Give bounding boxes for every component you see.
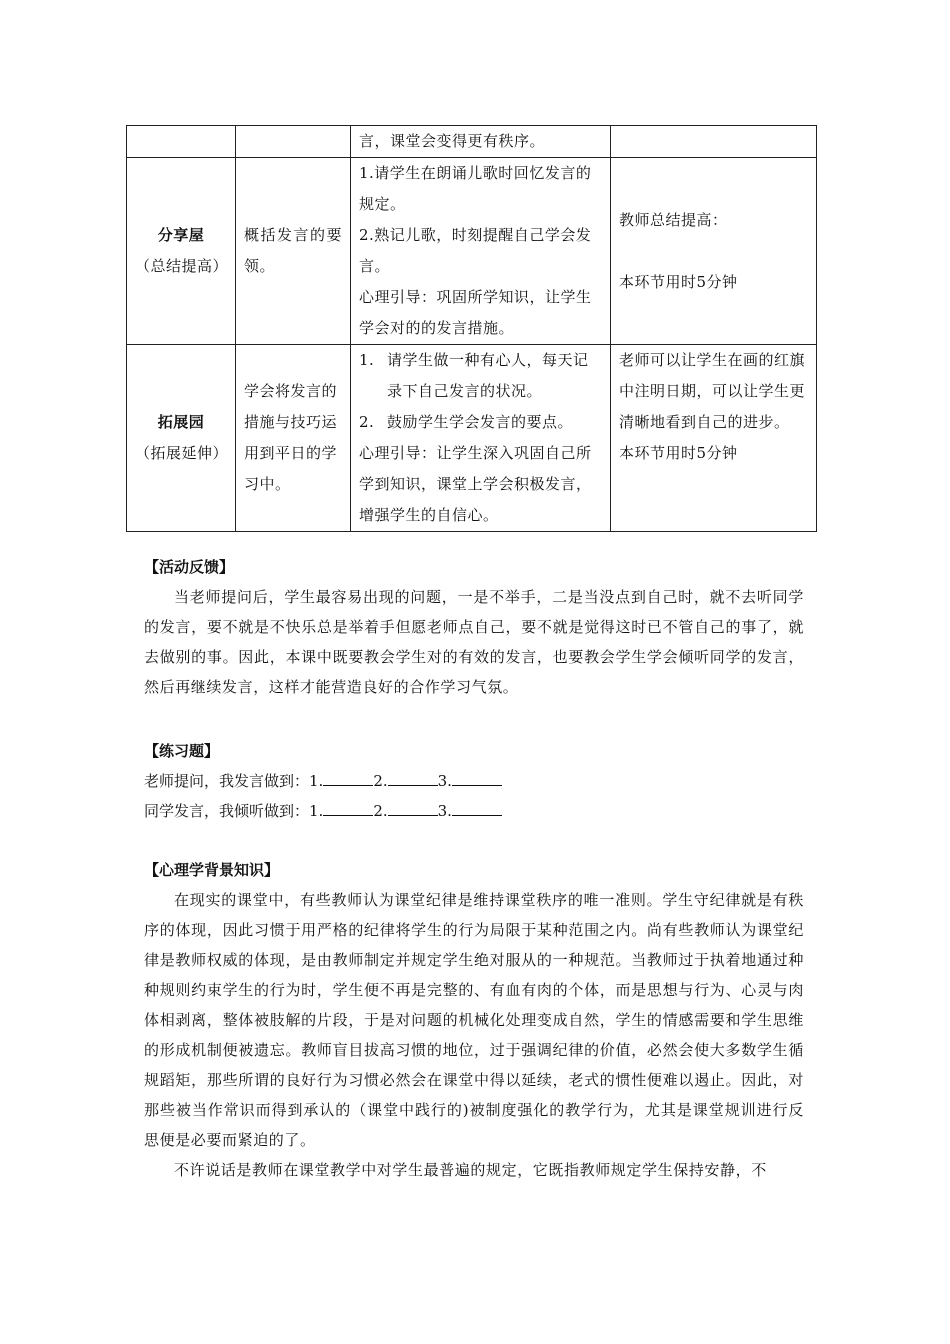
- goal-text: 概括发言的要领。: [244, 226, 342, 275]
- feedback-paragraph: 当老师提问后，学生最容易出现的问题，一是不举手，二是当没点到自己时，就不去听同学的发言，要不就是不快乐总是举着手但愿老师点自己，要不就是觉得这时已不管自己的事了，就去做别的事。因此，本课中既要教会学生对的有效的发言，也要教会学生学会倾听同学的发言，然后再继续发言，这样才能营造良好的合作学习气氛。: [144, 588, 804, 696]
- blank-number: 2.: [373, 772, 388, 790]
- activity-line: 心理引导：让学生深入巩固自己所学到知识，课堂上学会积极发言，增强学生的自信心。: [359, 444, 592, 524]
- stage-cell: [127, 345, 236, 532]
- stage-name: 拓展园: [157, 413, 205, 431]
- goal-cell: [236, 158, 351, 345]
- answer-blank[interactable]: [388, 801, 438, 816]
- exercise-line: [144, 796, 804, 826]
- feedback-section: [144, 552, 804, 702]
- note-line: 本环节用时5分钟: [619, 444, 738, 462]
- blank-number: 1.: [309, 772, 324, 790]
- table-row: [127, 158, 817, 345]
- section-title: 【练习题】: [144, 742, 220, 760]
- activity-list-item: [359, 345, 602, 407]
- exercise-line: [144, 766, 804, 796]
- stage-subtitle: （拓展延伸）: [135, 444, 229, 462]
- note-line: [619, 236, 808, 267]
- activity-cell: [351, 126, 611, 158]
- exercise-section: [144, 736, 804, 826]
- background-section: [144, 855, 804, 1185]
- answer-blank[interactable]: [323, 771, 373, 786]
- note-cell: [611, 345, 817, 532]
- blank-number: 2.: [373, 802, 388, 820]
- stage-name: 分享屋: [157, 226, 205, 244]
- list-text: 请学生做一种有心人，每天记录下自己发言的状况。: [387, 351, 589, 400]
- note-cell: [611, 126, 817, 158]
- note-cell: [611, 158, 817, 345]
- background-paragraph: 在现实的课堂中，有些教师认为课堂纪律是维持课堂秩序的唯一准则。学生守纪律就是有秩序的体现，因此习惯于用严格的纪律将学生的行为局限于某种范围之内。尚有些教师认为课堂纪律是教师权威的体现，是由教师制定并规定学生绝对服从的一种规范。当教师过于执着地通过种种规则约束学生的行为时，学生便不再是完整的、有血有肉的个体，而是思想与行为、心灵与肉体相剥离，整体被肢解的片段，于是对问题的机械化处理变成自然，学生的情感需要和学生思维的形成机制便被遗忘。教师盲目拔高习惯的地位，过于强调纪律的价值，必然会使大多数学生循规蹈矩，那些所谓的良好行为习惯必然会在课堂中得以延续，老式的惯性便难以遏止。因此，对那些被当作常识而得到承认的（课堂中践行的)被制度强化的教学行为，尤其是课堂规训进行反思便是必要而紧迫的了。: [144, 891, 804, 1149]
- section-title: 【活动反馈】: [144, 558, 235, 576]
- stage-cell: [127, 158, 236, 345]
- activity-list-item: [359, 407, 602, 438]
- exercise-prefix: 同学发言，我倾听做到：: [144, 802, 310, 820]
- activity-cell: [351, 345, 611, 532]
- note-line: 本环节用时5分钟: [619, 272, 738, 291]
- answer-blank[interactable]: [323, 801, 373, 816]
- answer-blank[interactable]: [452, 771, 502, 786]
- answer-blank[interactable]: [388, 771, 438, 786]
- table-row: [127, 126, 817, 158]
- blank-number: 1.: [309, 802, 324, 820]
- blank-number: 3.: [437, 772, 452, 790]
- goal-cell: [236, 126, 351, 158]
- activity-line: 1.请学生在朗诵儿歌时回忆发言的规定。: [359, 164, 592, 213]
- background-paragraph: 不许说话是教师在课堂教学中对学生最普遍的规定，它既指教师规定学生保持安静，不: [174, 1161, 767, 1179]
- table-row: [127, 345, 817, 532]
- exercise-prefix: 老师提问，我发言做到：: [144, 772, 310, 790]
- activity-line: 心理引导：巩固所学知识，让学生学会对的的发言措施。: [359, 288, 592, 337]
- note-line: 老师可以让学生在画的红旗中注明日期，可以让学生更清晰地看到自己的进步。: [619, 351, 806, 431]
- section-title: 【心理学背景知识】: [144, 861, 280, 879]
- stage-subtitle: （总结提高）: [135, 257, 229, 275]
- blank-number: 3.: [437, 802, 452, 820]
- list-number: 1.: [359, 351, 375, 369]
- activity-line: 言，课堂会变得更有秩序。: [359, 132, 546, 150]
- stage-cell: [127, 126, 236, 158]
- activity-cell: [351, 158, 611, 345]
- lesson-plan-table: [126, 125, 817, 532]
- activity-line: 2.熟记儿歌，时刻提醒自己学会发言。: [359, 226, 592, 275]
- list-text: 鼓励学生学会发言的要点。: [387, 413, 574, 431]
- list-number: 2.: [359, 413, 375, 431]
- goal-text: 学会将发言的措施与技巧运用到平日的学习中。: [244, 382, 338, 493]
- goal-cell: [236, 345, 351, 532]
- note-line: 教师总结提高：: [619, 210, 728, 229]
- answer-blank[interactable]: [452, 801, 502, 816]
